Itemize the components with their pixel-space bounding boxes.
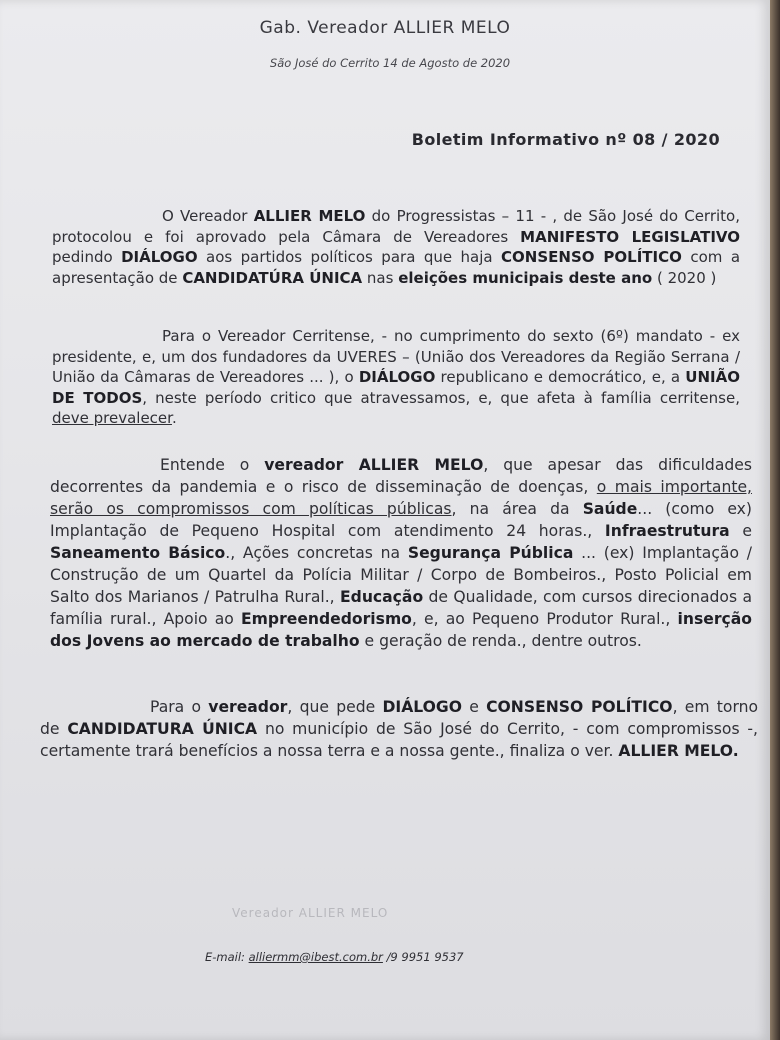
text-run: ALLIER MELO <box>253 207 366 225</box>
text-run: vereador ALLIER MELO <box>264 456 484 474</box>
text-run: deve prevalecer <box>52 409 172 427</box>
paragraph-1-text <box>52 207 740 287</box>
text-run: DIÁLOGO <box>382 698 462 716</box>
text-run: O Vereador <box>162 207 254 225</box>
text-run: Para o Vereador Cerritense, - no cumprimento do sexto (6º) mandato - ex presidente, e, um dos fundadores da UVERES – (União dos Vereadores da Região Serrana / União da Câmaras de Vereadores ... ), o <box>52 327 740 386</box>
text-run: Saúde <box>582 500 638 518</box>
text-run: no município de São José do Cerrito, - com compromissos -, certamente trará benefícios a nossa terra e a nossa gente., finaliza o ver. <box>40 720 758 760</box>
paragraph-3-text <box>50 456 752 650</box>
text-run: o mais importante, serão os compromissos com políticas públicas <box>50 478 753 518</box>
text-run: ., Ações concretas na <box>225 544 408 562</box>
text-run: nas <box>362 268 399 287</box>
document-date: São José do Cerrito 14 de Agosto de 2020 <box>269 56 511 70</box>
text-run: Educação <box>340 588 424 606</box>
text-run: DIÁLOGO <box>358 368 436 386</box>
text-run: com a apresentação de <box>52 248 741 287</box>
text-run: MANIFESTO LEGISLATIVO <box>520 227 741 246</box>
text-run: republicano e democrático, e, a <box>435 368 686 386</box>
text-run: inserção dos Jovens ao mercado de trabalho <box>50 610 752 650</box>
text-run: , em torno de <box>40 698 759 738</box>
bulletin-number: Boletim Informativo nº 08 / 2020 <box>411 130 720 149</box>
text-run: do Progressistas – 11 - , de São José do Cerrito, protocolou e foi aprovado pela Câmara de Vereadores <box>52 207 740 246</box>
text-run: Para o <box>150 698 209 716</box>
text-run: de Qualidade, com cursos direcionados a família rural., Apoio ao <box>50 588 753 628</box>
text-run: aos partidos políticos para que haja <box>197 248 502 266</box>
text-run: CANDIDATURA ÚNICA <box>67 720 258 738</box>
text-run: ( 2020 ) <box>652 268 717 287</box>
text-run: DIÁLOGO <box>121 248 198 266</box>
paragraph-2-text <box>52 327 740 427</box>
footer-contact <box>205 950 464 964</box>
paragraph-4-text <box>40 698 758 760</box>
text-run: Empreendedorismo <box>241 610 412 628</box>
text-run: , na área da <box>451 500 583 518</box>
paragraph-3 <box>50 454 752 652</box>
text-run: ... (como ex) Implantação de Pequeno Hospital com atendimento 24 horas., <box>50 500 752 540</box>
email-address[interactable]: alliermm@ibest.com.br <box>248 950 383 964</box>
text-run: ... (ex) Implantação / Construção de um Quartel da Polícia Militar / Corpo de Bombeiros., Posto Policial em Salto dos Marianos / Patrulha Rural., <box>50 544 753 606</box>
text-run: vereador <box>208 698 288 716</box>
text-run: e <box>461 698 487 716</box>
phone-number: /9 9951 9537 <box>386 950 464 964</box>
page-edge <box>770 0 780 1040</box>
text-run: Entende o <box>160 456 265 474</box>
signature-faint: Vereador ALLIER MELO <box>232 906 389 920</box>
text-run: eleições municipais deste ano <box>398 268 653 287</box>
text-run: , e, ao Pequeno Produtor Rural., <box>411 610 678 628</box>
text-run: pedindo <box>52 248 122 266</box>
office-header: Gab. Vereador ALLIER MELO <box>259 18 511 38</box>
text-run: Infraestrutura <box>604 522 730 540</box>
text-run: , neste período critico que atravessamos, e, que afeta à família cerritense, <box>142 388 740 407</box>
paragraph-1 <box>52 206 740 288</box>
text-run: CONSENSO POLÍTICO <box>486 698 673 716</box>
text-run: , que pede <box>287 698 383 716</box>
paragraph-2 <box>52 326 740 429</box>
text-run: e geração de renda., dentre outros. <box>359 632 642 650</box>
text-run: CONSENSO POLÍTICO <box>501 248 682 266</box>
text-run: , que apesar das dificuldades decorrentes da pandemia e o risco de disseminação de doenças, <box>50 456 752 496</box>
text-run: . <box>171 409 177 427</box>
text-run: Segurança Pública <box>407 544 574 562</box>
text-run: CANDIDATÚRA ÚNICA <box>182 268 363 287</box>
paragraph-4 <box>40 696 758 762</box>
text-run: ALLIER MELO. <box>618 742 739 760</box>
email-label: E-mail: <box>205 950 245 964</box>
text-run: e <box>729 522 752 540</box>
text-run: Saneamento Básico <box>50 544 226 562</box>
text-run: UNIÃO DE TODOS <box>52 368 740 407</box>
